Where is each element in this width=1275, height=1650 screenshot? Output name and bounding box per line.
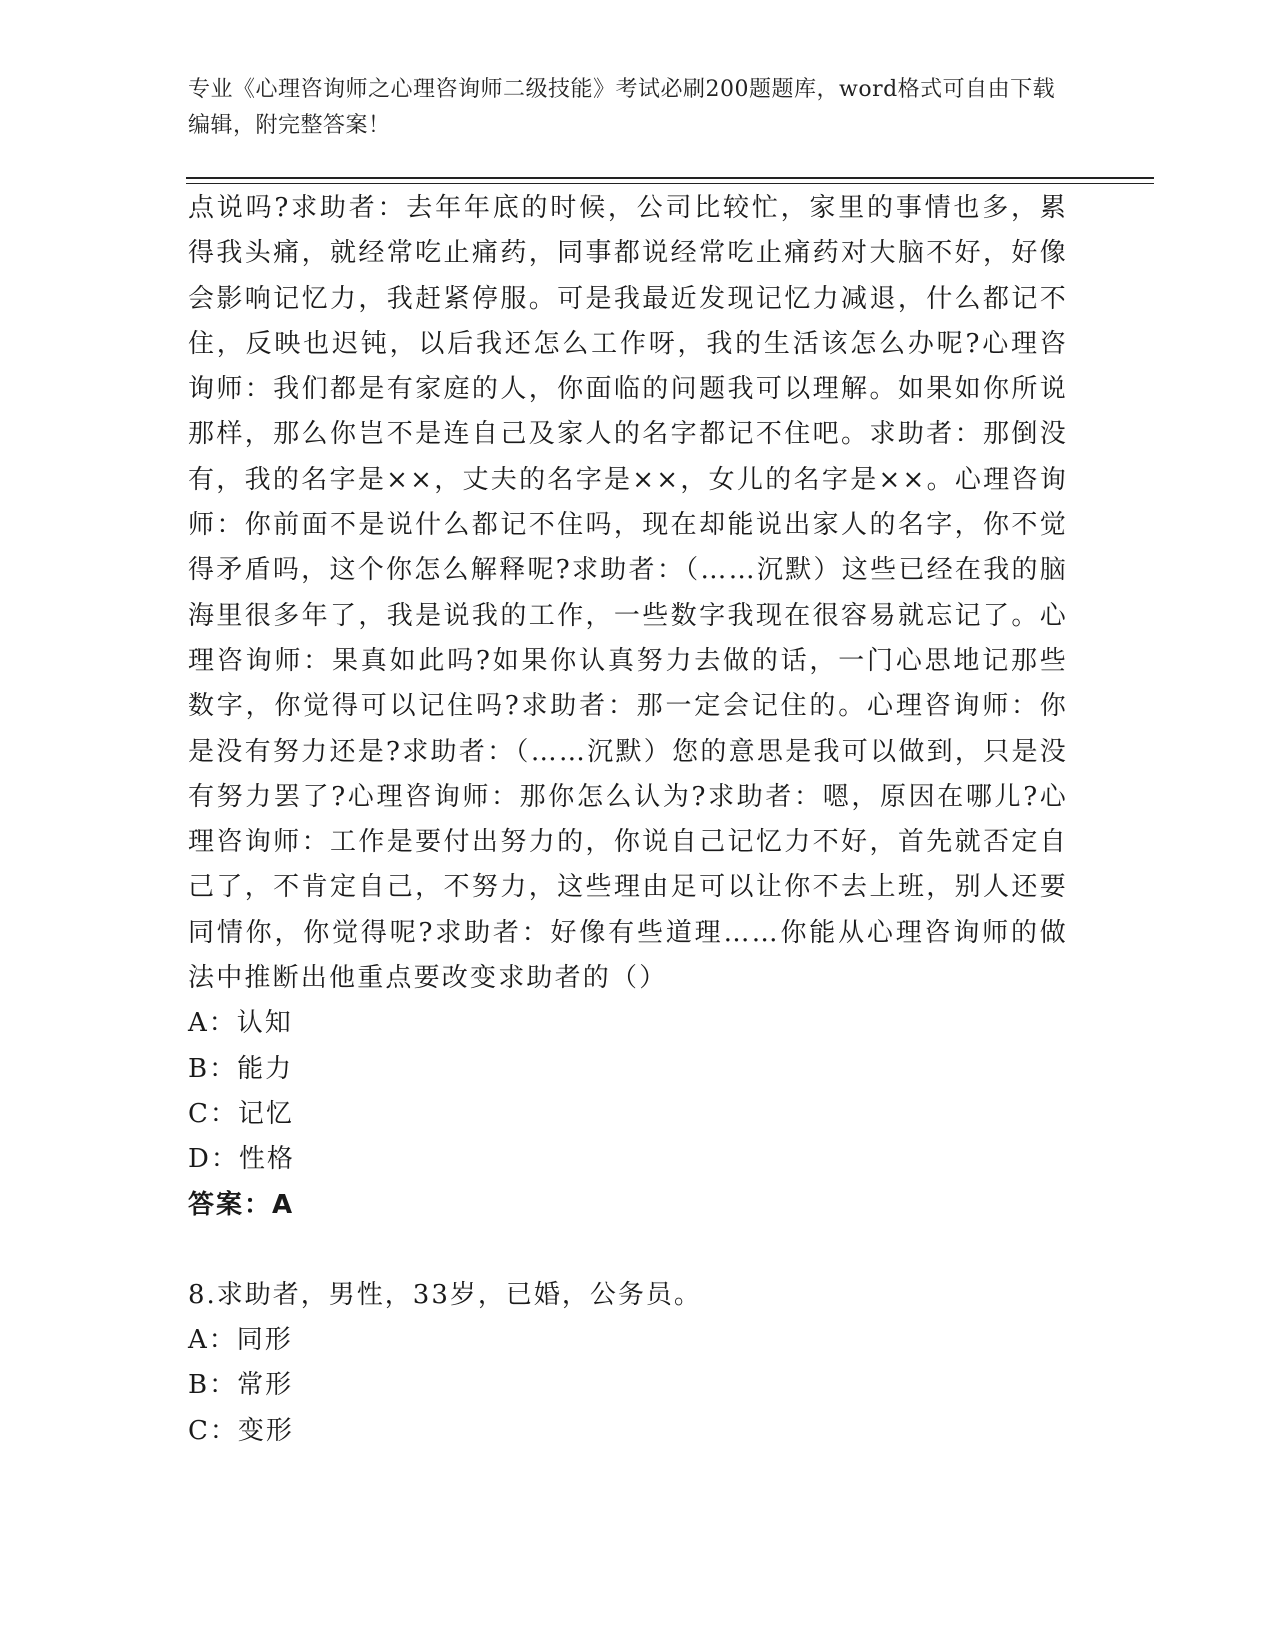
question-spacer — [188, 1228, 1068, 1273]
question-8-option-c: C：变形 — [188, 1415, 294, 1446]
question-7-option-b: B：能力 — [188, 1053, 294, 1084]
header-divider-thick — [186, 177, 1154, 179]
question-7-option-d: D：性格 — [188, 1144, 295, 1175]
page-header: 专业《心理咨询师之心理咨询师二级技能》考试必刷200题题库，word格式可自由下载编辑，附完整答案！ — [188, 77, 1056, 138]
question-8-option-b: B：常形 — [188, 1370, 294, 1401]
question-7-option-c: C：记忆 — [188, 1098, 294, 1129]
question-7-answer: 答案：A — [188, 1189, 295, 1220]
question-7-option-a: A：认知 — [188, 1008, 293, 1039]
header-divider-thin — [186, 183, 1154, 184]
page-content — [188, 186, 1068, 1454]
question-8-stem: 8.求助者，男性，33岁，已婚，公务员。 — [188, 1279, 702, 1310]
question-8-option-a: A：同形 — [188, 1325, 293, 1356]
question-7-passage: 点说吗?求助者：去年年底的时候，公司比较忙，家里的事情也多，累得我头痛，就经常吃止痛药，同事都说经常吃止痛药对大脑不好，好像会影响记忆力，我赶紧停服。可是我最近发现记忆力减退，什么都记不住，反映也迟钝，以后我还怎么工作呀，我的生活该怎么办呢?心理咨询师：我们都是有家庭的人，你面临的问题我可以理解。如果如你所说那样，那么你岂不是连自己及家人的名字都记不住吧。求助者：那倒没有，我的名字是××，丈夫的名字是××，女儿的名字是××。心理咨询师：你前面不是说什么都记不住吗，现在却能说出家人的名字，你不觉得矛盾吗，这个你怎么解释呢?求助者：（……沉默）这些已经在我的脑海里很多年了，我是说我的工作，一些数字我现在很容易就忘记了。心理咨询师：果真如此吗?如果你认真努力去做的话，一门心思地记那些数字，你觉得可以记住吗?求助者：那一定会记住的。心理咨询师：你是没有努力还是?求助者：（……沉默）您的意思是我可以做到，只是没有努力罢了?心理咨询师：那你怎么认为?求助者：嗯，原因在哪儿?心理咨询师：工作是要付出努力的，你说自己记忆力不好，首先就否定自己了，不肯定自己，不努力，这些理由足可以让你不去上班，别人还要同情你，你觉得呢?求助者：好像有些道理……你能从心理咨询师的做法中推断出他重点要改变求助者的（） — [188, 193, 1068, 994]
